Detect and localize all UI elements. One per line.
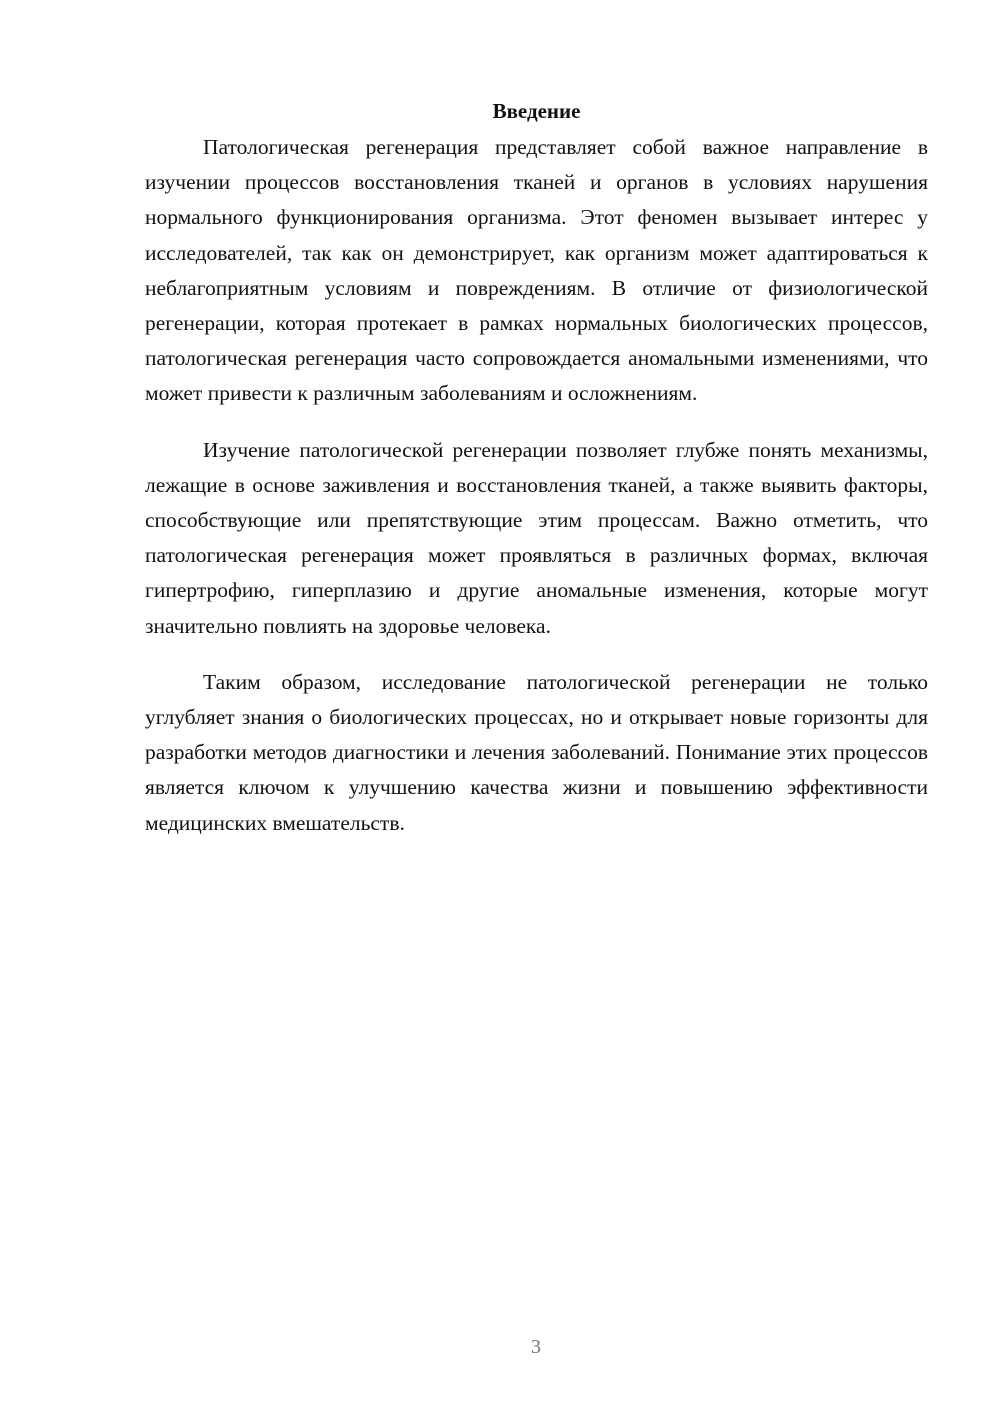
paragraph-2: Изучение патологической регенерации позволяет глубже понять механизмы, лежащие в основе заживления и восстановления тканей, а также выявить факторы, способствующие или препятствующие этим процессам. Важно отметить, что патологическая регенерация может проявляться в различных формах, включая гипертрофию, гиперплазию и другие аномальные изменения, которые могут значительно повлиять на здоровье человека.	[145, 437, 928, 638]
paragraph-1: Патологическая регенерация представляет собой важное направление в изучении процессов восстановления тканей и органов в условиях нарушения нормального функционирования организма. Этот феномен вызывает интерес у исследователей, так как он демонстрирует, как организм может адаптироваться к неблагоприятным условиям и повреждениям. В отличие от физиологической регенерации, которая протекает в рамках нормальных биологических процессов, патологическая регенерация часто сопровождается аномальными изменениями, что может привести к различным заболеваниям и осложнениям.	[145, 135, 928, 406]
page-content	[145, 96, 928, 862]
paragraph-3: Таким образом, исследование патологической регенерации не только углубляет знания о биологических процессах, но и открывает новые горизонты для разработки методов диагностики и лечения заболеваний. Понимание этих процессов является ключом к улучшению качества жизни и повышению эффективности медицинских вмешательств.	[145, 669, 928, 835]
section-title: Введение	[492, 99, 581, 123]
page-number: 3	[531, 1336, 541, 1358]
